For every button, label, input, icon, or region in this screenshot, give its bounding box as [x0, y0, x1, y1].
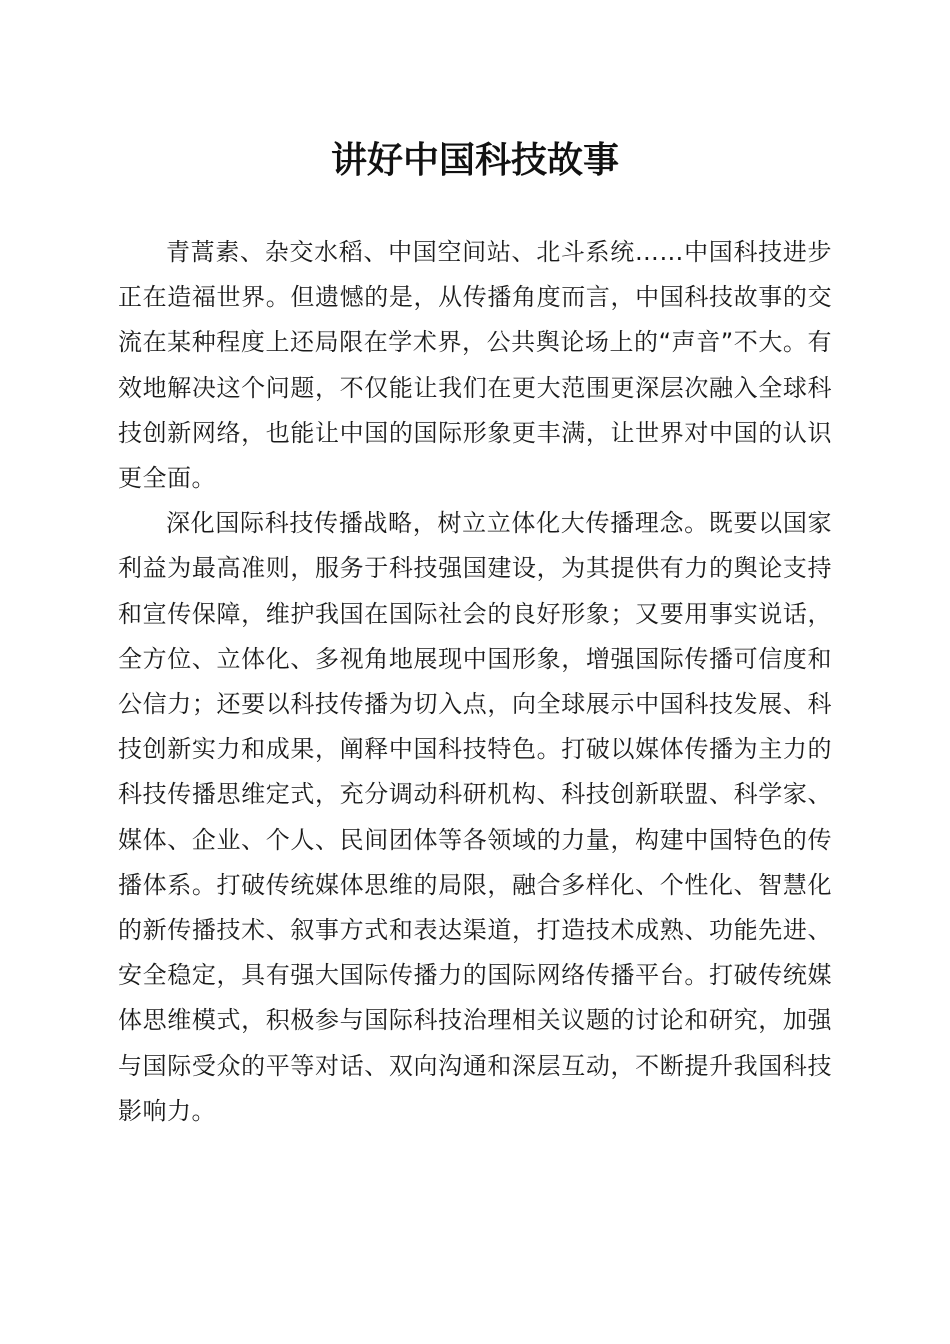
paragraph-2: 深化国际科技传播战略，树立立体化大传播理念。既要以国家利益为最高准则，服务于科技强国建设，为其提供有力的舆论支持和宣传保障，维护我国在国际社会的良好形象；又要用事实说话，全方位、立体化、多视角地展现中国形象，增强国际传播可信度和公信力；还要以科技传播为切入点，向全球展示中国科技发展、科技创新实力和成果，阐释中国科技特色。打破以媒体传播为主力的科技传播思维定式，充分调动科研机构、科技创新联盟、科学家、媒体、企业、个人、民间团体等各领域的力量，构建中国特色的传播体系。打破传统媒体思维的局限，融合多样化、个性化、智慧化的新传播技术、叙事方式和表达渠道，打造技术成熟、功能先进、安全稳定，具有强大国际传播力的国际网络传播平台。打破传统媒体思维模式，积极参与国际科技治理相关议题的讨论和研究，加强与国际受众的平等对话、双向沟通和深层互动，不断提升我国科技影响力。	[118, 509, 832, 1125]
document-body	[118, 230, 832, 1134]
document-title: 讲好中国科技故事	[330, 139, 619, 181]
paragraph-1: 青蒿素、杂交水稻、中国空间站、北斗系统……中国科技进步正在造福世界。但遗憾的是，从传播角度而言，中国科技故事的交流在某种程度上还局限在学术界，公共舆论场上的“声音”不大。有效地解决这个问题，不仅能让我们在更大范围更深层次融入全球科技创新网络，也能让中国的国际形象更丰满，让世界对中国的认识更全面。	[118, 238, 832, 493]
